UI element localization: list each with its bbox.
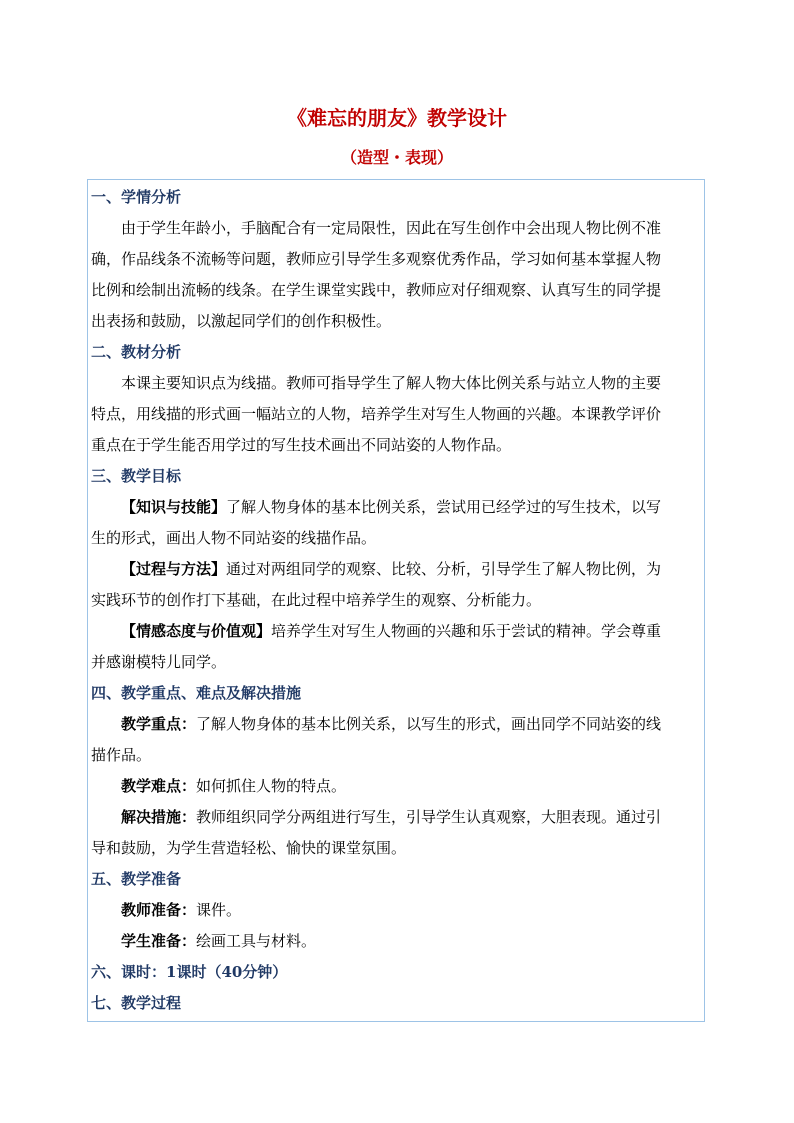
teacher-prep-text: 课件。 xyxy=(196,901,242,919)
difficulty-text: 如何抓住人物的特点。 xyxy=(196,777,347,795)
paragraph-line: 特点，用线描的形式画一幅站立的人物，培养学生对写生人物画的兴趣。本课教学评价 xyxy=(91,405,662,423)
key-point xyxy=(91,709,702,740)
difficulty-label: 教学难点： xyxy=(121,777,197,795)
document-subtitle: （造型・表现） xyxy=(340,148,453,167)
solution-label: 解决措施： xyxy=(121,808,197,826)
objective-label: 【情感态度与价值观】 xyxy=(121,622,272,640)
paragraph-line: 导和鼓励，为学生营造轻松、愉快的课堂氛围。 xyxy=(91,839,407,857)
paragraph-line: 确，作品线条不流畅等问题，教师应引导学生多观察优秀作品，学习如何基本掌握人物 xyxy=(91,250,662,268)
paragraph-line: 生的形式，画出人物不同站姿的线描作品。 xyxy=(91,529,377,547)
paragraph-line: 描作品。 xyxy=(91,746,152,764)
objective-process xyxy=(91,554,702,585)
document-title: 《难忘的朋友》教学设计 xyxy=(287,106,507,130)
solution xyxy=(91,802,702,833)
student-prep-text: 绘画工具与材料。 xyxy=(196,932,317,950)
key-point-label: 教学重点： xyxy=(121,715,197,733)
paragraph-line: 本课主要知识点为线描。教师可指导学生了解人物大体比例关系与站立人物的主要 xyxy=(121,374,662,392)
section-heading-learner-analysis: 一、学情分析 xyxy=(91,188,182,206)
student-prep-label: 学生准备： xyxy=(121,932,197,950)
section-heading-preparation: 五、教学准备 xyxy=(91,870,182,888)
section-heading-teaching-process: 七、教学过程 xyxy=(91,994,182,1012)
teacher-preparation xyxy=(91,895,702,926)
objective-text: 了解人物身体的基本比例关系，尝试用已经学过的写生技术，以写 xyxy=(226,498,662,516)
paragraph-line: 并感谢模特儿同学。 xyxy=(91,653,227,671)
objective-text: 培养学生对写生人物画的兴趣和乐于尝试的精神。学会尊重 xyxy=(271,622,662,640)
paragraph-line: 出表扬和鼓励，以激起同学们的创作积极性。 xyxy=(91,312,392,330)
student-preparation xyxy=(91,926,702,957)
key-point-text: 了解人物身体的基本比例关系，以写生的形式，画出同学不同站姿的线 xyxy=(196,715,662,733)
paragraph-line: 重点在于学生能否用学过的写生技术画出不同站姿的人物作品。 xyxy=(91,436,512,454)
section-heading-class-hours: 六、课时：1课时（40分钟） xyxy=(91,963,288,981)
teacher-prep-label: 教师准备： xyxy=(121,901,197,919)
section-heading-objectives: 三、教学目标 xyxy=(91,467,182,485)
section-heading-key-points: 四、教学重点、难点及解决措施 xyxy=(91,684,302,702)
paragraph-line: 实践环节的创作打下基础，在此过程中培养学生的观察、分析能力。 xyxy=(91,591,542,609)
section-heading-material-analysis: 二、教材分析 xyxy=(91,343,182,361)
objective-knowledge xyxy=(91,492,702,523)
objective-text: 通过对两组同学的观察、比较、分析，引导学生了解人物比例，为 xyxy=(226,560,662,578)
difficulty xyxy=(91,771,702,802)
objective-label: 【知识与技能】 xyxy=(121,498,227,516)
objective-attitude xyxy=(91,616,702,647)
content-table xyxy=(87,179,705,1022)
objective-label: 【过程与方法】 xyxy=(121,560,227,578)
paragraph-line: 由于学生年龄小，手脑配合有一定局限性，因此在写生创作中会出现人物比例不准 xyxy=(121,219,662,237)
paragraph-line: 比例和绘制出流畅的线条。在学生课堂实践中，教师应对仔细观察、认真写生的同学提 xyxy=(91,281,662,299)
solution-text: 教师组织同学分两组进行写生，引导学生认真观察，大胆表现。通过引 xyxy=(196,808,662,826)
